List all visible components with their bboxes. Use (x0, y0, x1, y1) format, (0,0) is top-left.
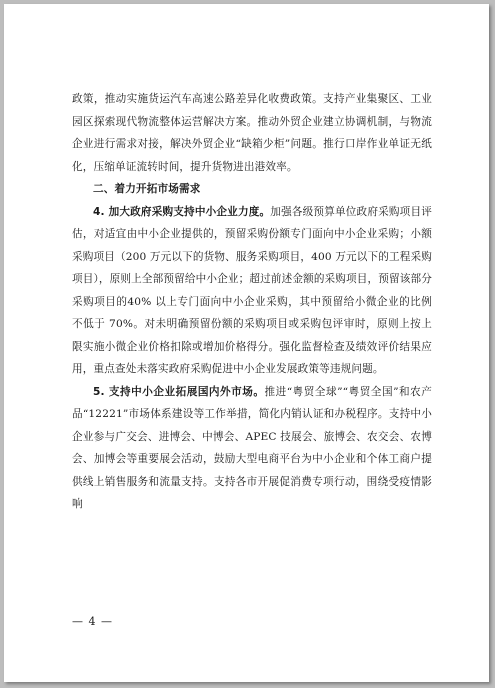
paragraph-text: 推进“粤贸全球”“粤贸全国”和农产品“12221”市场体系建设等工作举措，简化内销认证和办税程序。支持中小企业参与广交会、进博会、中博会、APEC 技展会、旅博会、农交会、农博会、加博会等重要展会活动，鼓励大型电商平台为中小企业和个体工商户提供线上销售服务和流量支持。支持各市开展促消费专项行动，围绕受疫情影响 (72, 385, 432, 510)
document-body (72, 88, 432, 516)
paragraph-government-procurement (72, 201, 432, 381)
paragraph-logistics: 政策，推动实施货运汽车高速公路差异化收费政策。支持产业集聚区、工业园区探索现代物流整体运营解决方案。推动外贸企业建立协调机制，与物流企业进行需求对接，解决外贸企业“缺箱少柜”问题。推行口岸作业单证无纸化，压缩单证流转时间，提升货物进出港效率。 (72, 93, 432, 173)
section-heading: 二、着力开拓市场需求 (93, 183, 201, 195)
paragraph-text: 加强各级预算单位政府采购项目评估，对适宜由中小企业提供的，预留采购份额专门面向中小企业采购；小额采购项目（200 万元以下的货物、服务采购项目，400 万元以下的工程采购项目），原则上全部预留给中小企业；超过前述金额的采购项目，预留该部分采购项目的40% 以上专门面向中小企业采购，其中预留给小微企业的比例不低于 70%。对未明确预留份额的采购项目或采购包评审时，原则上按上限实施小微企业价格扣除或增加价格得分。强化监督检查及绩效评价结果应用，重点查处未落实政府采购促进中小企业发展政策等违规问题。 (72, 205, 432, 375)
document-page (4, 4, 489, 682)
paragraph-market-expansion (72, 381, 432, 516)
paragraph-lead: 5. 支持中小企业拓展国内外市场。 (93, 385, 265, 398)
page-number: — 4 — (72, 615, 113, 628)
paragraph-lead: 4. 加大政府采购支持中小企业力度。 (93, 205, 271, 218)
